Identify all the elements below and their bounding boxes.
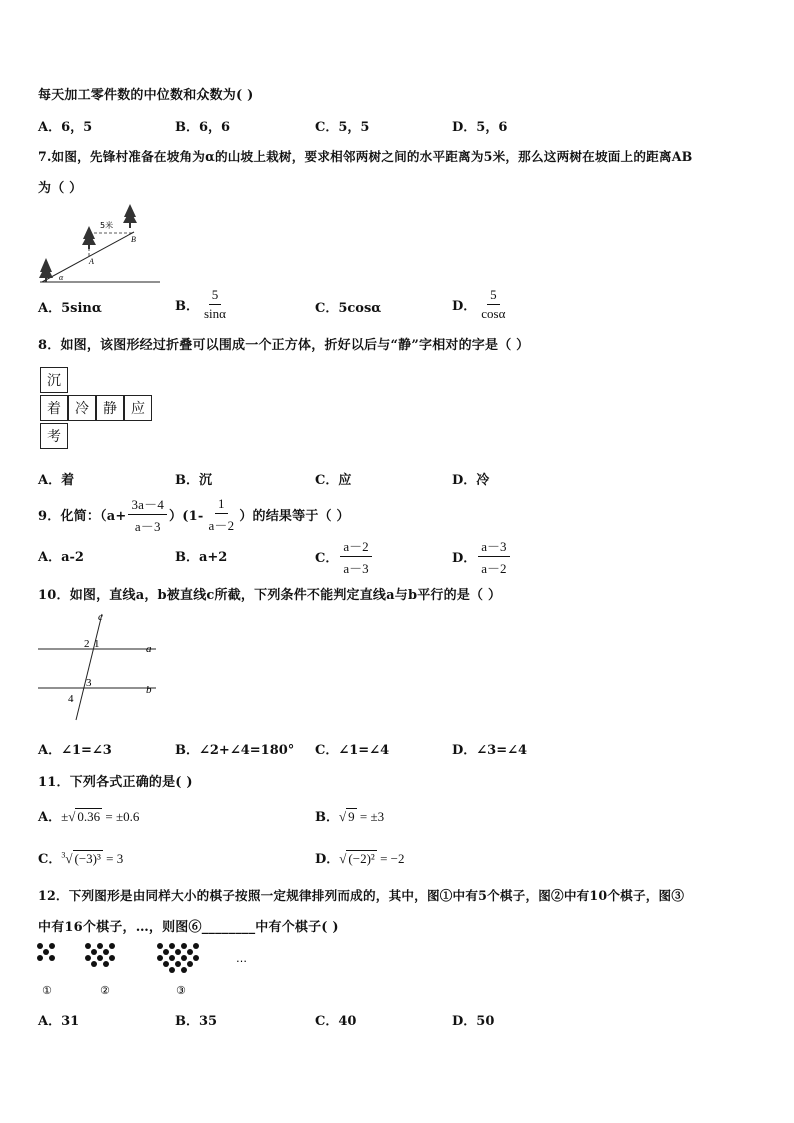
numerator: a－2 xyxy=(340,536,371,557)
q9-stem xyxy=(38,494,350,535)
q7-option-a[interactable]: A．5sinα xyxy=(38,301,102,316)
pattern-ellipsis: … xyxy=(236,952,247,965)
q6-option-b[interactable]: B．6，6 xyxy=(175,120,231,135)
numerator: 5 xyxy=(209,287,222,305)
q10-option-c[interactable]: C．∠1=∠4 xyxy=(315,743,390,758)
rhs: = 3 xyxy=(102,851,124,866)
radicand: 9 xyxy=(348,809,355,824)
fraction xyxy=(128,494,167,535)
q9-suffix: ）的结果等于（ ） xyxy=(239,509,350,524)
root-index: 3 xyxy=(61,850,66,860)
denominator: a－2 xyxy=(208,517,235,533)
option-letter: B． xyxy=(175,299,199,314)
radicand: 0.36 xyxy=(77,809,101,824)
option-letter: B． xyxy=(315,810,339,825)
tree-icon xyxy=(82,226,96,249)
option-letter: A． xyxy=(38,810,62,825)
q7-stem-line1: 7.如图，先锋村准备在坡角为α的山坡上栽树，要求相邻两树之间的水平距离为5米，那么这两树在坡面上的距离AB xyxy=(38,149,693,164)
q10-stem: 10．如图，直线a，b被直线c所截，下列条件不能判定直线a与b平行的是（ ） xyxy=(38,588,502,603)
rhs: = ±3 xyxy=(356,809,385,824)
fraction xyxy=(205,496,237,534)
q7-option-b[interactable] xyxy=(175,287,231,322)
radical-sign: √ xyxy=(65,851,73,866)
pattern-1 xyxy=(37,943,55,961)
option-letter: D． xyxy=(315,852,340,867)
q8-option-c[interactable]: C．应 xyxy=(315,473,352,488)
numerator: a－3 xyxy=(478,536,509,557)
q12-option-a[interactable]: A．31 xyxy=(38,1014,80,1029)
fraction xyxy=(478,287,508,322)
denominator: sinα xyxy=(204,306,226,321)
q12-option-c[interactable]: C．40 xyxy=(315,1014,357,1029)
radical-sign: √ xyxy=(339,851,347,866)
tree-icon xyxy=(123,204,137,228)
line-c-label: c xyxy=(98,611,103,623)
denominator: a－2 xyxy=(481,561,507,576)
option-letter: D． xyxy=(452,299,477,314)
q7-option-d[interactable] xyxy=(452,287,510,322)
numerator: 1 xyxy=(215,496,228,514)
q6-stem: 每天加工零件数的中位数和众数为( ) xyxy=(38,88,254,103)
q12-option-d[interactable]: D．50 xyxy=(452,1014,495,1029)
option-letter: C． xyxy=(38,852,62,867)
q8-option-b[interactable]: B．沉 xyxy=(175,473,212,488)
net-cell-3: 静 xyxy=(96,395,124,421)
q8-option-d[interactable]: D．冷 xyxy=(452,473,490,488)
q9-prefix: 9．化简：（a+ xyxy=(38,509,127,524)
net-cell-top: 沉 xyxy=(40,367,68,393)
q10-option-d[interactable]: D．∠3=∠4 xyxy=(452,743,528,758)
option-letter: C． xyxy=(315,551,339,566)
numerator: 5 xyxy=(487,287,500,305)
pattern-3 xyxy=(157,943,199,973)
line-b-label: b xyxy=(146,684,152,696)
angle-alpha-label: α xyxy=(59,273,64,282)
denominator: cosα xyxy=(481,306,506,321)
q9-option-a[interactable]: A．a-2 xyxy=(38,550,84,565)
pattern-2 xyxy=(85,943,115,967)
q6-option-a[interactable]: A．6，5 xyxy=(38,120,93,135)
tree-icon xyxy=(39,258,53,282)
q11-option-c[interactable] xyxy=(38,848,123,867)
q9-option-d[interactable] xyxy=(452,536,512,577)
fraction xyxy=(340,536,371,577)
denominator: a－3 xyxy=(134,519,161,534)
angle-4-label: 4 xyxy=(68,693,74,705)
q8-stem: 8．如图，该图形经过折叠可以围成一个正方体，折好以后与“静”字相对的字是（ ） xyxy=(38,338,530,353)
q7-option-c[interactable]: C．5cosα xyxy=(315,301,382,316)
q11-option-b[interactable] xyxy=(315,806,384,825)
pattern-2-label: ② xyxy=(100,984,110,997)
q6-option-c[interactable]: C．5，5 xyxy=(315,120,370,135)
q8-option-a[interactable]: A．着 xyxy=(38,473,75,488)
q9-mid: ）(1- xyxy=(169,509,204,524)
option-letter: D． xyxy=(452,551,477,566)
q11-option-a[interactable] xyxy=(38,806,139,825)
line-a-label: a xyxy=(146,643,152,655)
angle-1-label: 1 xyxy=(94,638,100,650)
rhs: = −2 xyxy=(376,851,405,866)
q11-option-d[interactable] xyxy=(315,848,404,867)
q12-stem-line2: 中有16个棋子，…，则图⑥________中有个棋子( ) xyxy=(38,920,339,935)
radical-sign: √ xyxy=(339,809,347,824)
net-cell-2: 冷 xyxy=(68,395,96,421)
rhs: = ±0.6 xyxy=(102,809,140,824)
parallel-lines-figure xyxy=(36,608,160,724)
radical-sign: √ xyxy=(68,809,76,824)
q9-option-c[interactable] xyxy=(315,536,374,577)
q12-option-b[interactable]: B．35 xyxy=(175,1014,218,1029)
chess-pattern-figure xyxy=(34,940,264,1000)
q9-option-b[interactable]: B．a+2 xyxy=(175,550,228,565)
point-b-label: B xyxy=(131,235,136,244)
distance-label: 5米 xyxy=(100,221,114,230)
q10-option-b[interactable]: B．∠2+∠4=180° xyxy=(175,743,295,758)
q7-stem-line2: 为（ ） xyxy=(38,181,83,196)
q10-option-a[interactable]: A．∠1=∠3 xyxy=(38,743,112,758)
radicand: (−2)² xyxy=(348,851,375,866)
numerator: 3a－4 xyxy=(128,494,167,515)
point-a-label: A xyxy=(89,257,94,266)
fraction xyxy=(478,536,509,577)
radicand: (−3)³ xyxy=(74,851,101,866)
pattern-1-label: ① xyxy=(42,984,52,997)
denominator: a－3 xyxy=(343,561,369,576)
q11-stem: 11．下列各式正确的是( ) xyxy=(38,775,193,790)
slope-figure xyxy=(34,200,164,286)
q6-option-d[interactable]: D．5，6 xyxy=(452,120,508,135)
angle-3-label: 3 xyxy=(86,677,92,689)
plus-minus: ± xyxy=(61,809,69,824)
net-cell-bottom: 考 xyxy=(40,423,68,449)
net-cell-4: 应 xyxy=(124,395,152,421)
angle-2-label: 2 xyxy=(84,638,90,650)
pattern-3-label: ③ xyxy=(176,984,186,997)
net-cell-1: 着 xyxy=(40,395,68,421)
q12-stem-line1: 12．下列图形是由同样大小的棋子按照一定规律排列而成的，其中，图①中有5个棋子，图②中有10个棋子，图③ xyxy=(38,888,685,903)
fraction xyxy=(201,287,229,322)
